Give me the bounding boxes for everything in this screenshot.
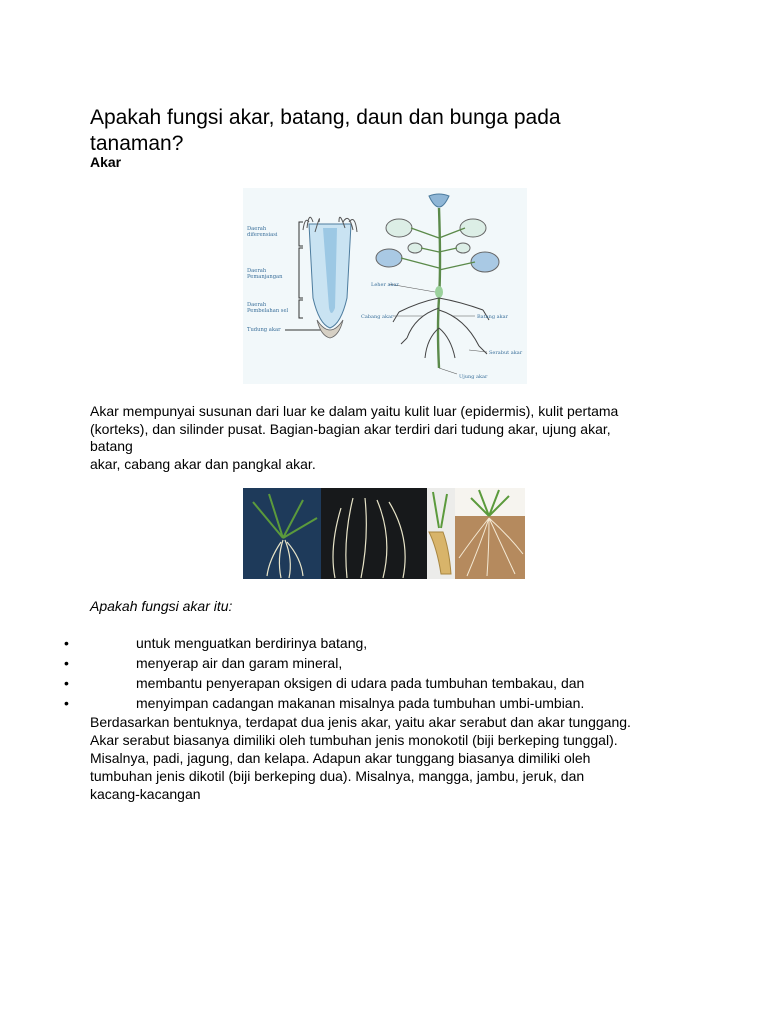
paragraph-root-types: Berdasarkan bentuknya, terdapat dua jenis akar, yaitu akar serabut dan akar tunggang. Akar serabut biasanya dimiliki oleh tumbuhan jenis monokotil (biji berkeping tunggal). Misalnya, padi, jagung, dan kelapa. Adapun akar tunggang biasanya dimiliki oleh tumbuhan jenis dikotil (biji berkeping dua). Misalnya, mangga, jambu, jeruk, dan kacang-kacangan [90,714,631,802]
label-tudung-akar: Tudung akar [247,327,281,333]
root-functions-list [0,633,700,713]
label-daerah-pemanjangan: Daerah Pemanjangan [247,268,283,280]
question-heading: Apakah fungsi akar itu: [90,598,233,614]
label-daerah-diferensiasi: Daerah diferensiasi [247,226,278,238]
list-item: • menyimpan cadangan makanan misalnya pada tumbuhan umbi-umbian. [64,695,585,711]
label-ujung-akar: Ujung akar [459,374,488,380]
root-structure-diagram [243,188,527,384]
bullet-icon: • [64,635,69,651]
list-item: • untuk menguatkan berdirinya batang, [64,635,368,651]
root-photos-image [243,488,525,579]
paragraph-root-structure: Akar mempunyai susunan dari luar ke dalam yaitu kulit luar (epidermis), kulit pertama (korteks), dan silinder pusat. Bagian-bagian akar terdiri dari tudung akar, ujung akar, batang akar, cabang akar dan pangkal akar. [90,403,619,472]
list-item: • menyerap air dan garam mineral, [64,655,343,671]
label-leher-akar: Leher akar [371,282,399,288]
label-batang-akar: Batang akar [477,314,509,320]
root-tip-illustration [303,217,357,338]
bullet-icon: • [64,675,69,691]
list-item: • membantu penyerapan oksigen di udara pada tumbuhan tembakau, dan [64,675,585,691]
page-title: Apakah fungsi akar, batang, daun dan bunga pada tanaman? [90,106,561,155]
label-daerah-pembelahan-sel: Daerah Pembelahan sel [247,302,289,314]
bullet-icon: • [64,695,69,711]
label-serabut-akar: Serabut akar [489,350,523,356]
label-cabang-akar: Cabang akar [361,314,394,320]
section-heading-akar: Akar [90,154,122,170]
bullet-icon: • [64,655,69,671]
